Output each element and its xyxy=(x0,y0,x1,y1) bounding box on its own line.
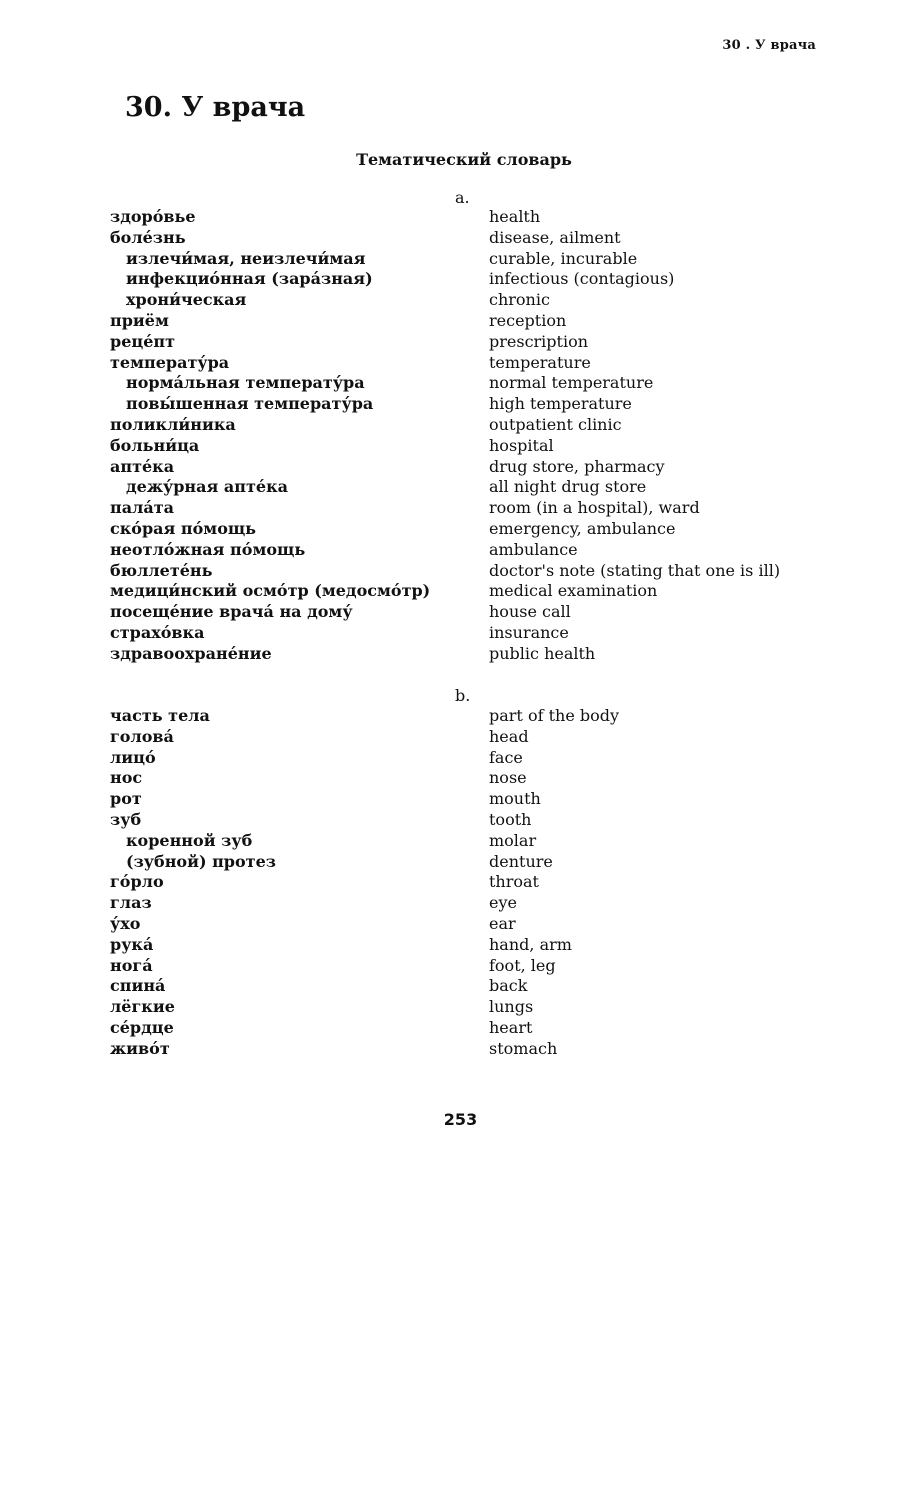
russian-term: повы́шенная температу́ра xyxy=(126,394,374,414)
english-translation: molar xyxy=(489,830,537,850)
russian-term: больни́ца xyxy=(110,435,200,455)
russian-term: се́рдце xyxy=(110,1017,174,1037)
russian-term: медици́нский осмо́тр (медосмо́тр) xyxy=(110,581,431,601)
russian-term: рука́ xyxy=(110,934,154,954)
vocab-entry xyxy=(0,706,918,727)
russian-term: дежу́рная апте́ка xyxy=(126,477,288,497)
vocab-entry xyxy=(0,893,918,914)
russian-term: норма́льная температу́ра xyxy=(126,373,365,393)
vocab-entry xyxy=(0,269,918,290)
russian-term: здоро́вье xyxy=(110,207,196,226)
russian-term: коренной зуб xyxy=(126,830,253,850)
vocab-entry xyxy=(0,290,918,311)
russian-term: боле́знь xyxy=(110,227,186,247)
vocab-entry xyxy=(0,561,918,582)
russian-term: поликли́ника xyxy=(110,414,236,434)
vocab-entry xyxy=(0,436,918,457)
english-translation: part of the body xyxy=(489,706,620,725)
russian-term: неотло́жная по́мощь xyxy=(110,539,306,559)
vocab-entry xyxy=(0,415,918,436)
vocabulary-list-a xyxy=(0,207,918,665)
running-head: 30 . У врача xyxy=(722,38,816,53)
page-number: 253 xyxy=(443,1110,478,1129)
russian-term: зуб xyxy=(110,809,142,829)
english-translation: foot, leg xyxy=(489,955,556,975)
russian-term: у́хо xyxy=(110,913,141,933)
english-translation: doctor's note (stating that one is ill) xyxy=(489,560,781,580)
vocab-entry xyxy=(0,353,918,374)
english-translation: eye xyxy=(489,893,517,913)
russian-term: излечи́мая, неизлечи́мая xyxy=(126,248,366,268)
russian-term: ско́рая по́мощь xyxy=(110,518,257,538)
russian-term: голова́ xyxy=(110,726,174,746)
vocab-entry xyxy=(0,249,918,270)
vocab-entry xyxy=(0,581,918,602)
russian-term: бюллете́нь xyxy=(110,560,213,580)
english-translation: outpatient clinic xyxy=(489,414,622,434)
russian-term: пала́та xyxy=(110,498,175,518)
vocab-entry xyxy=(0,540,918,561)
russian-term: здравоохране́ние xyxy=(110,643,272,663)
russian-term: глаз xyxy=(110,893,152,913)
russian-term: го́рло xyxy=(110,872,164,892)
english-translation: high temperature xyxy=(489,394,632,414)
english-translation: reception xyxy=(489,310,567,330)
english-translation: denture xyxy=(489,851,553,871)
english-translation: face xyxy=(489,747,523,767)
vocab-entry xyxy=(0,852,918,873)
english-translation: ear xyxy=(489,913,516,933)
vocab-entry xyxy=(0,602,918,623)
english-translation: disease, ailment xyxy=(489,227,621,247)
russian-term: лёгкие xyxy=(110,997,175,1017)
english-translation: back xyxy=(489,976,528,996)
english-translation: room (in a hospital), ward xyxy=(489,498,700,518)
vocab-entry xyxy=(0,498,918,519)
english-translation: all night drug store xyxy=(489,477,647,497)
english-translation: tooth xyxy=(489,809,532,829)
russian-term: инфекцио́нная (зара́зная) xyxy=(126,269,373,289)
english-translation: medical examination xyxy=(489,581,658,601)
russian-term: апте́ка xyxy=(110,456,175,476)
vocab-entry xyxy=(0,1039,918,1060)
english-translation: public health xyxy=(489,643,596,663)
english-translation: emergency, ambulance xyxy=(489,518,676,538)
english-translation: curable, incurable xyxy=(489,248,638,268)
russian-term: хрони́ческая xyxy=(126,290,247,310)
vocab-entry xyxy=(0,1018,918,1039)
english-translation: chronic xyxy=(489,290,550,310)
vocab-entry xyxy=(0,207,918,228)
vocab-entry xyxy=(0,997,918,1018)
vocab-entry xyxy=(0,956,918,977)
vocab-entry xyxy=(0,519,918,540)
english-translation: lungs xyxy=(489,997,534,1017)
vocab-entry xyxy=(0,935,918,956)
section-title: Тематический словарь xyxy=(356,150,572,169)
section-b-marker: b. xyxy=(455,686,471,705)
vocab-entry xyxy=(0,768,918,789)
english-translation: infectious (contagious) xyxy=(489,269,675,289)
vocab-entry xyxy=(0,789,918,810)
russian-term: посеще́ние врача́ на дому́ xyxy=(110,602,353,622)
russian-term: часть тела xyxy=(110,706,210,725)
english-translation: throat xyxy=(489,872,539,892)
english-translation: hospital xyxy=(489,435,554,455)
russian-term: реце́пт xyxy=(110,331,175,351)
english-translation: temperature xyxy=(489,352,591,372)
russian-term: лицо́ xyxy=(110,747,156,767)
english-translation: health xyxy=(489,207,541,226)
english-translation: heart xyxy=(489,1017,533,1037)
section-a-marker: a. xyxy=(455,188,470,207)
vocab-entry xyxy=(0,748,918,769)
russian-term: спина́ xyxy=(110,976,166,996)
english-translation: mouth xyxy=(489,789,541,809)
russian-term: нога́ xyxy=(110,955,153,975)
vocab-entry xyxy=(0,394,918,415)
vocab-entry xyxy=(0,914,918,935)
russian-term: приём xyxy=(110,310,169,330)
english-translation: insurance xyxy=(489,622,569,642)
russian-term: рот xyxy=(110,789,142,809)
chapter-title: 30. У врача xyxy=(125,92,306,123)
russian-term: температу́ра xyxy=(110,352,230,372)
vocab-entry xyxy=(0,332,918,353)
english-translation: head xyxy=(489,726,529,746)
english-translation: ambulance xyxy=(489,539,578,559)
english-translation: prescription xyxy=(489,331,589,351)
vocab-entry xyxy=(0,457,918,478)
vocab-entry xyxy=(0,228,918,249)
vocab-entry xyxy=(0,976,918,997)
vocab-entry xyxy=(0,872,918,893)
russian-term: (зубной) протез xyxy=(126,851,276,871)
vocabulary-list-b xyxy=(0,706,918,1060)
russian-term: нос xyxy=(110,768,143,788)
vocab-entry xyxy=(0,831,918,852)
russian-term: страхо́вка xyxy=(110,622,205,642)
vocab-entry xyxy=(0,373,918,394)
vocab-entry xyxy=(0,623,918,644)
vocab-entry xyxy=(0,477,918,498)
vocab-entry xyxy=(0,311,918,332)
vocab-entry xyxy=(0,810,918,831)
english-translation: normal temperature xyxy=(489,373,654,393)
english-translation: drug store, pharmacy xyxy=(489,456,665,476)
english-translation: house call xyxy=(489,602,571,622)
russian-term: живо́т xyxy=(110,1038,170,1058)
english-translation: stomach xyxy=(489,1038,558,1058)
english-translation: hand, arm xyxy=(489,934,572,954)
english-translation: nose xyxy=(489,768,527,788)
vocab-entry xyxy=(0,644,918,665)
vocab-entry xyxy=(0,727,918,748)
